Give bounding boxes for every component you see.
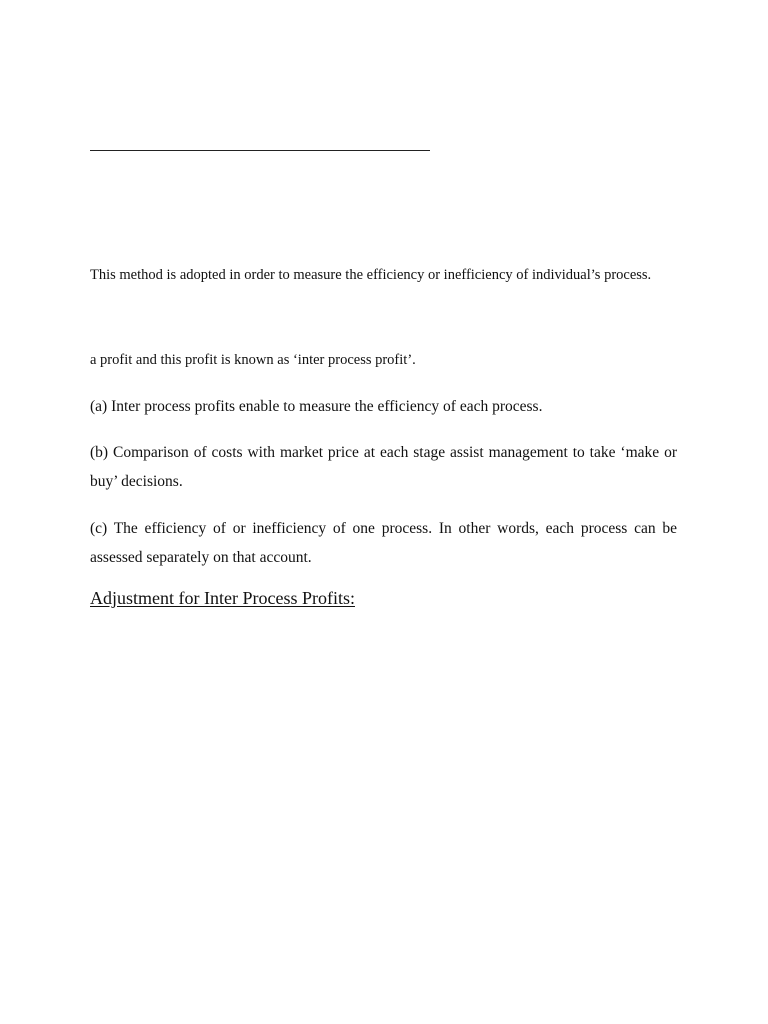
list-item-a: (a) Inter process profits enable to measure the efficiency of each process.: [90, 398, 543, 415]
list-item-b: (b) Comparison of costs with market price at each stage assist management to take ‘make or buy’ decisions.: [90, 444, 677, 490]
list-item-c: (c) The efficiency of or inefficiency of one process. In other words, each process can be assessed separately on that account.: [90, 520, 677, 566]
section-heading: Adjustment for Inter Process Profits:: [90, 588, 355, 608]
horizontal-rule: [90, 150, 430, 151]
profit-sentence: a profit and this profit is known as ‘inter process profit’.: [90, 352, 416, 368]
intro-sentence: This method is adopted in order to measure the efficiency or inefficiency of individual’s process.: [90, 267, 652, 283]
